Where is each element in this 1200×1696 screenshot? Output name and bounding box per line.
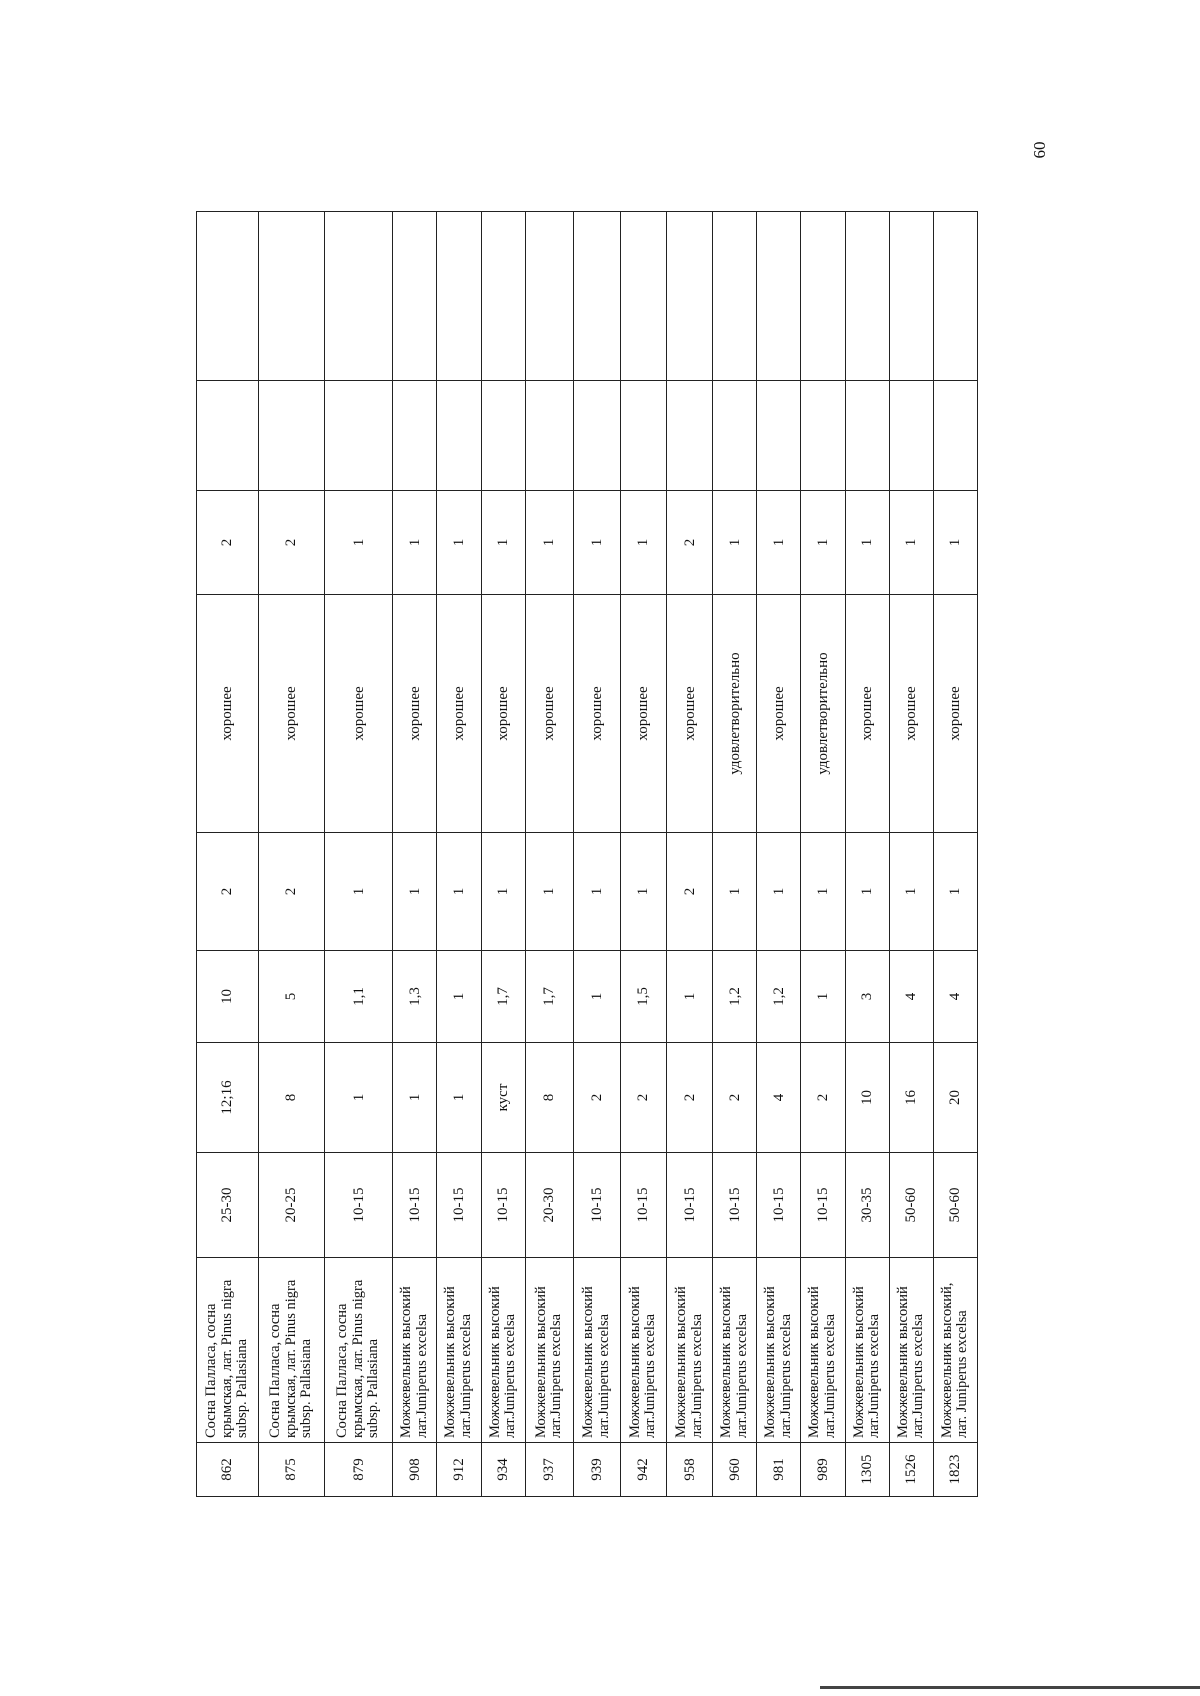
trunk-diameter-cell: 2 <box>801 1043 845 1153</box>
trunk-diameter-cell: 1 <box>437 1043 481 1153</box>
tree-number-cell: 908 <box>393 1443 437 1497</box>
tree-number-cell: 1823 <box>933 1443 977 1497</box>
empty-cell <box>574 381 620 491</box>
trunk-diameter-cell: 16 <box>889 1043 933 1153</box>
trunk-diameter-cell: 8 <box>525 1043 574 1153</box>
tree-register-table <box>196 211 978 1497</box>
count-cell: 1 <box>933 833 977 951</box>
table-row <box>933 212 977 1497</box>
empty-cell <box>666 212 712 381</box>
count-second-cell: 1 <box>620 491 666 595</box>
table-row <box>324 212 392 1497</box>
empty-cell <box>757 381 801 491</box>
count-cell: 2 <box>258 833 324 951</box>
species-cell: Можжевельник высокий лат.Juniperus excelsa <box>845 1258 889 1443</box>
height-cell: 5 <box>258 951 324 1043</box>
tree-number-cell: 942 <box>620 1443 666 1497</box>
species-cell: Можжевельник высокий лат.Juniperus excelsa <box>437 1258 481 1443</box>
table-row <box>481 212 525 1497</box>
age-cell: 20-25 <box>258 1153 324 1258</box>
condition-cell: хорошее <box>757 595 801 833</box>
table-row <box>437 212 481 1497</box>
species-cell: Можжевельник высокий лат.Juniperus excelsa <box>757 1258 801 1443</box>
empty-cell <box>933 212 977 381</box>
trunk-diameter-cell: 2 <box>574 1043 620 1153</box>
trunk-diameter-cell: 8 <box>258 1043 324 1153</box>
species-cell: Сосна Палласа, сосна крымская, лат. Pinus nigra subsp. Pallasiana <box>197 1258 259 1443</box>
count-second-cell: 1 <box>393 491 437 595</box>
empty-cell <box>713 381 757 491</box>
tree-number-cell: 879 <box>324 1443 392 1497</box>
empty-cell <box>258 212 324 381</box>
empty-cell <box>258 381 324 491</box>
page-number: 60 <box>1030 141 1049 159</box>
table-row <box>889 212 933 1497</box>
empty-cell <box>889 212 933 381</box>
empty-cell <box>801 381 845 491</box>
table-row <box>845 212 889 1497</box>
empty-cell <box>481 381 525 491</box>
trunk-diameter-cell: 4 <box>757 1043 801 1153</box>
tree-number-cell: 981 <box>757 1443 801 1497</box>
condition-cell: хорошее <box>258 595 324 833</box>
tree-number-cell: 989 <box>801 1443 845 1497</box>
empty-cell <box>574 212 620 381</box>
count-cell: 1 <box>801 833 845 951</box>
count-cell: 1 <box>324 833 392 951</box>
count-cell: 1 <box>757 833 801 951</box>
condition-cell: хорошее <box>481 595 525 833</box>
trunk-diameter-cell: 1 <box>393 1043 437 1153</box>
condition-cell: хорошее <box>620 595 666 833</box>
height-cell: 1,7 <box>525 951 574 1043</box>
species-cell: Можжевельник высокий, лат. Juniperus excelsa <box>933 1258 977 1443</box>
condition-cell: удовлетворительно <box>801 595 845 833</box>
count-cell: 1 <box>574 833 620 951</box>
table-row <box>258 212 324 1497</box>
count-second-cell: 1 <box>845 491 889 595</box>
empty-cell <box>620 212 666 381</box>
tree-number-cell: 912 <box>437 1443 481 1497</box>
empty-cell <box>757 212 801 381</box>
count-cell: 1 <box>481 833 525 951</box>
age-cell: 10-15 <box>666 1153 712 1258</box>
empty-cell <box>845 212 889 381</box>
count-second-cell: 2 <box>197 491 259 595</box>
count-second-cell: 1 <box>933 491 977 595</box>
tree-register-table-wrapper <box>196 212 978 1497</box>
height-cell: 1 <box>437 951 481 1043</box>
height-cell: 3 <box>845 951 889 1043</box>
count-second-cell: 2 <box>666 491 712 595</box>
count-second-cell: 1 <box>757 491 801 595</box>
condition-cell: хорошее <box>525 595 574 833</box>
species-cell: Можжевельник высокий лат.Juniperus excelsa <box>889 1258 933 1443</box>
trunk-diameter-cell: 2 <box>620 1043 666 1153</box>
condition-cell: хорошее <box>889 595 933 833</box>
trunk-diameter-cell: 1 <box>324 1043 392 1153</box>
height-cell: 1,2 <box>757 951 801 1043</box>
age-cell: 50-60 <box>933 1153 977 1258</box>
species-cell: Можжевельник высокий лат.Juniperus excelsa <box>481 1258 525 1443</box>
condition-cell: хорошее <box>933 595 977 833</box>
empty-cell <box>801 212 845 381</box>
tree-number-cell: 960 <box>713 1443 757 1497</box>
height-cell: 1,1 <box>324 951 392 1043</box>
empty-cell <box>666 381 712 491</box>
count-cell: 1 <box>525 833 574 951</box>
height-cell: 10 <box>197 951 259 1043</box>
condition-cell: хорошее <box>324 595 392 833</box>
trunk-diameter-cell: 10 <box>845 1043 889 1153</box>
table-row <box>620 212 666 1497</box>
species-cell: Сосна Палласа, сосна крымская, лат. Pinus nigra subsp. Pallasiana <box>324 1258 392 1443</box>
count-second-cell: 1 <box>713 491 757 595</box>
count-second-cell: 1 <box>481 491 525 595</box>
height-cell: 4 <box>889 951 933 1043</box>
species-cell: Сосна Палласа, сосна крымская, лат. Pinus nigra subsp. Pallasiana <box>258 1258 324 1443</box>
trunk-diameter-cell: 2 <box>666 1043 712 1153</box>
age-cell: 30-35 <box>845 1153 889 1258</box>
count-cell: 1 <box>393 833 437 951</box>
count-cell: 1 <box>437 833 481 951</box>
tree-number-cell: 862 <box>197 1443 259 1497</box>
count-second-cell: 1 <box>801 491 845 595</box>
tree-number-cell: 1526 <box>889 1443 933 1497</box>
table-row <box>393 212 437 1497</box>
age-cell: 20-30 <box>525 1153 574 1258</box>
species-cell: Можжевельник высокий лат.Juniperus excelsa <box>713 1258 757 1443</box>
empty-cell <box>393 212 437 381</box>
age-cell: 10-15 <box>393 1153 437 1258</box>
table-row <box>197 212 259 1497</box>
height-cell: 1,3 <box>393 951 437 1043</box>
species-cell: Можжевельник высокий лат.Juniperus excelsa <box>801 1258 845 1443</box>
height-cell: 4 <box>933 951 977 1043</box>
empty-cell <box>713 212 757 381</box>
age-cell: 10-15 <box>620 1153 666 1258</box>
age-cell: 10-15 <box>324 1153 392 1258</box>
condition-cell: хорошее <box>666 595 712 833</box>
height-cell: 1,5 <box>620 951 666 1043</box>
count-cell: 1 <box>889 833 933 951</box>
age-cell: 10-15 <box>437 1153 481 1258</box>
table-row <box>713 212 757 1497</box>
trunk-diameter-cell: 20 <box>933 1043 977 1153</box>
height-cell: 1 <box>574 951 620 1043</box>
tree-number-cell: 958 <box>666 1443 712 1497</box>
condition-cell: хорошее <box>845 595 889 833</box>
trunk-diameter-cell: 2 <box>713 1043 757 1153</box>
trunk-diameter-cell: 12;16 <box>197 1043 259 1153</box>
condition-cell: хорошее <box>437 595 481 833</box>
species-cell: Можжевельник высокий лат.Juniperus excelsa <box>620 1258 666 1443</box>
tree-number-cell: 875 <box>258 1443 324 1497</box>
count-cell: 1 <box>620 833 666 951</box>
empty-cell <box>437 381 481 491</box>
tree-number-cell: 937 <box>525 1443 574 1497</box>
empty-cell <box>933 381 977 491</box>
height-cell: 1,2 <box>713 951 757 1043</box>
empty-cell <box>889 381 933 491</box>
age-cell: 25-30 <box>197 1153 259 1258</box>
empty-cell <box>481 212 525 381</box>
trunk-diameter-cell: куст <box>481 1043 525 1153</box>
empty-cell <box>845 381 889 491</box>
empty-cell <box>197 381 259 491</box>
count-cell: 1 <box>713 833 757 951</box>
count-second-cell: 1 <box>324 491 392 595</box>
age-cell: 10-15 <box>481 1153 525 1258</box>
age-cell: 10-15 <box>757 1153 801 1258</box>
age-cell: 10-15 <box>574 1153 620 1258</box>
condition-cell: хорошее <box>197 595 259 833</box>
count-second-cell: 2 <box>258 491 324 595</box>
tree-number-cell: 1305 <box>845 1443 889 1497</box>
count-second-cell: 1 <box>574 491 620 595</box>
species-cell: Можжевельник высокий лат.Juniperus excelsa <box>666 1258 712 1443</box>
condition-cell: хорошее <box>574 595 620 833</box>
condition-cell: удовлетворительно <box>713 595 757 833</box>
empty-cell <box>525 212 574 381</box>
age-cell: 50-60 <box>889 1153 933 1258</box>
condition-cell: хорошее <box>393 595 437 833</box>
height-cell: 1,7 <box>481 951 525 1043</box>
empty-cell <box>324 212 392 381</box>
count-cell: 2 <box>666 833 712 951</box>
tree-number-cell: 939 <box>574 1443 620 1497</box>
count-second-cell: 1 <box>889 491 933 595</box>
height-cell: 1 <box>666 951 712 1043</box>
table-row <box>666 212 712 1497</box>
count-cell: 2 <box>197 833 259 951</box>
empty-cell <box>197 212 259 381</box>
species-cell: Можжевельник высокий лат.Juniperus excelsa <box>393 1258 437 1443</box>
species-cell: Можжевельник высокий лат.Juniperus excelsa <box>574 1258 620 1443</box>
tree-number-cell: 934 <box>481 1443 525 1497</box>
empty-cell <box>620 381 666 491</box>
table-row <box>757 212 801 1497</box>
count-second-cell: 1 <box>437 491 481 595</box>
species-cell: Можжевельник высокий лат.Juniperus excelsa <box>525 1258 574 1443</box>
empty-cell <box>324 381 392 491</box>
age-cell: 10-15 <box>713 1153 757 1258</box>
table-row <box>525 212 574 1497</box>
height-cell: 1 <box>801 951 845 1043</box>
table-row <box>801 212 845 1497</box>
empty-cell <box>437 212 481 381</box>
table-row <box>574 212 620 1497</box>
age-cell: 10-15 <box>801 1153 845 1258</box>
scan-edge-line <box>820 1686 1200 1689</box>
empty-cell <box>393 381 437 491</box>
count-second-cell: 1 <box>525 491 574 595</box>
empty-cell <box>525 381 574 491</box>
count-cell: 1 <box>845 833 889 951</box>
